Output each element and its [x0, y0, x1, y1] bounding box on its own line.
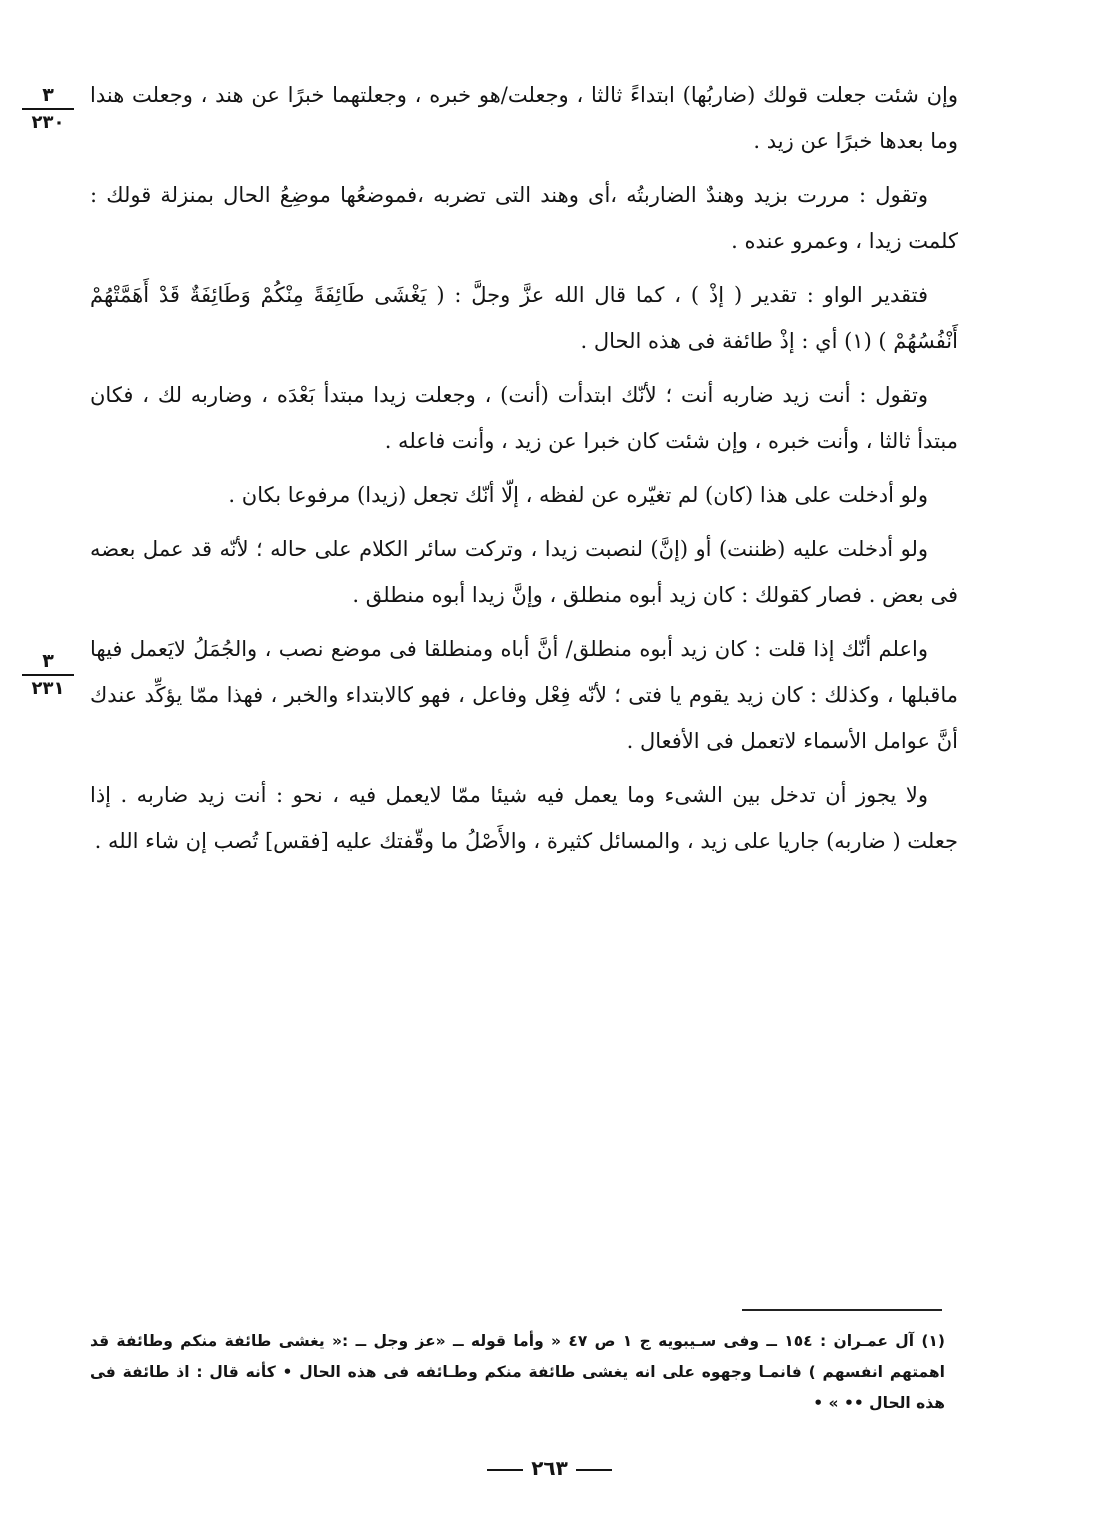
paragraph: فتقدير الواو : تقدير ( إذْ ) ، كما قال الله عزَّ وجلَّ : ( يَغْشَى طَائِفَةً مِنْكُمْ وَطَائِفَةٌ قَدْ أَهَمَّتْهُمْ أَنْفُسُهُمْ ) (١) أي : إذْ طائفة فى هذه الحال .: [90, 283, 958, 353]
page-number-footer: [0, 1456, 1099, 1480]
margin-volume-number: ٣: [42, 84, 54, 106]
main-text: [90, 72, 958, 872]
page-number-dash: [576, 1469, 612, 1471]
paragraph: ولو أدخلت على هذا (كان) لم تغيّره عن لفظه ، إلّا أنّك تجعل (زيدا) مرفوعا بكان .: [228, 483, 928, 507]
margin-page-number: ٢٣١: [31, 678, 65, 699]
paragraph: وتقول : مررت بزيد وهندٌ الضاربتُه ،أى وهند التى تضربه ،فموضعُها موضِعُ الحال بمنزلة قولك : كلمت زيدا ، وعمرو عنده .: [90, 183, 958, 253]
footnote: (١) آل عمـران : ١٥٤ ــ وفى سـيبويه ج ١ ص ٤٧ « وأما قوله ــ «عز وجل ــ :« يغشى طائفة منكم وطائفة قد اهمتهم انفسهم ) فانمـا وجهوه على انه يغشى طائفة منكم وطـائفه فى هذه الحال • كأنه قال : اذ طائفة فى هذه الحال •• » •: [90, 1332, 945, 1412]
margin-divider: [22, 108, 74, 110]
page-number: ٢٦٣: [531, 1456, 568, 1480]
page-number-dash: [487, 1469, 523, 1471]
margin-divider: [22, 674, 74, 676]
margin-reference-1: [18, 84, 78, 134]
paragraph: ولا يجوز أن تدخل بين الشىء وما يعمل فيه شيئا ممّا لايعمل فيه ، نحو : أنت زيد ضاربه . إذا جعلت ( ضاربه) جاريا على زيد ، والمسائل كثيرة ، والأَصْلُ ما وقّفتك عليه [فقس] تُصب إن شاء الله .: [90, 783, 958, 853]
paragraph: واعلم أنّك إذا قلت : كان زيد أبوه منطلق/ أنَّ أباه ومنطلقا فى موضع نصب ، والجُمَلُ لايَعمل فيها ماقبلها ، وكذلك : كان زيد يقوم يا فتى ؛ لأنّه فِعْل وفاعل ، فهو كالابتداء والخبر ، فهذا ممّا يؤكِّد عندك أنَّ عوامل الأسماء لاتعمل فى الأفعال .: [90, 637, 958, 753]
margin-page-number: ٢٣٠: [31, 112, 65, 133]
paragraph: وإن شئت جعلت قولك (ضاربُها) ابتداءً ثالثا ، وجعلت/هو خبره ، وجعلتهما خبرًا عن هند ، وجعلت هندا وما بعدها خبرًا عن زيد .: [90, 83, 958, 153]
margin-reference-2: [18, 650, 78, 700]
paragraph: ولو أدخلت عليه (ظننت) أو (إنَّ) لنصبت زيدا ، وتركت سائر الكلام على حاله ؛ لأنّه قد عمل بعضه فى بعض . فصار كقولك : كان زيد أبوه منطلق ، وإنَّ زيدا أبوه منطلق .: [90, 537, 958, 607]
footnote-separator: [742, 1309, 942, 1311]
paragraph: وتقول : أنت زيد ضاربه أنت ؛ لأنّك ابتدأت (أنت) ، وجعلت زيدا مبتدأ بَعْدَه ، وضاربه لك ، فكان مبتدأ ثالثا ، وأنت خبره ، وإن شئت كان خبرا عن زيد ، وأنت فاعله .: [90, 383, 958, 453]
margin-volume-number: ٣: [42, 650, 54, 672]
